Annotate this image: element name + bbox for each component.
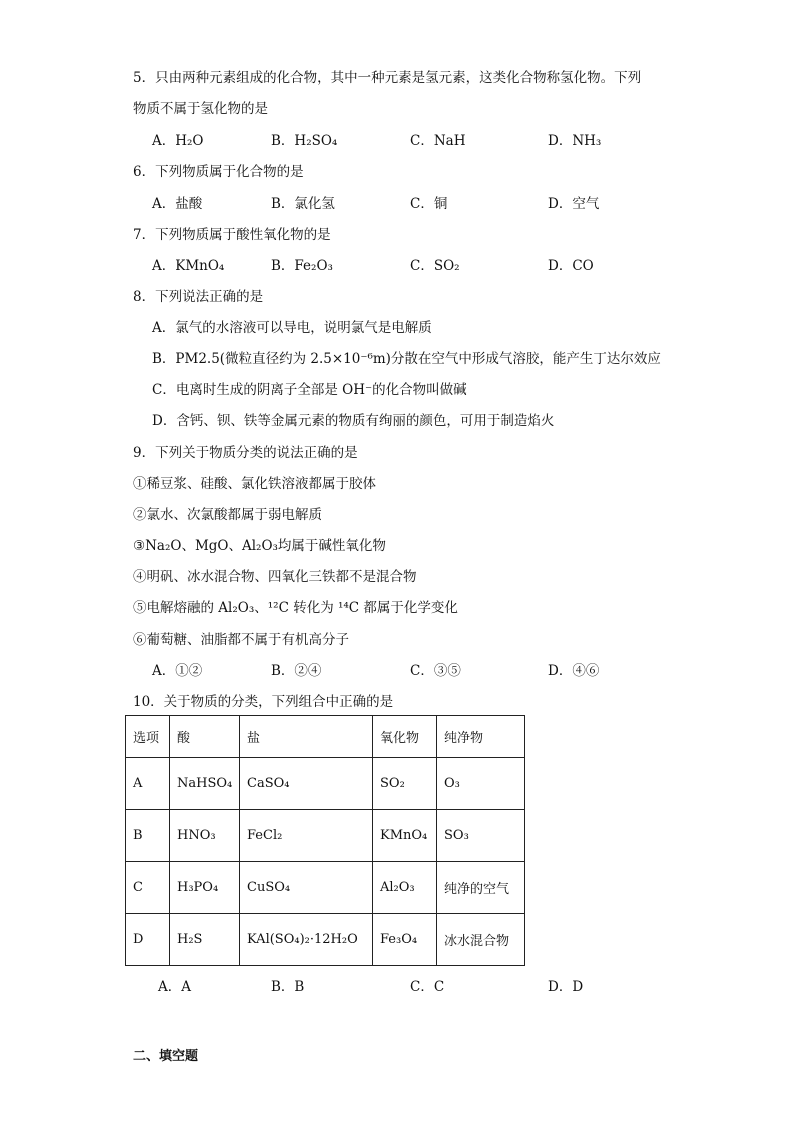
q8-option-b[interactable]: B．PM2.5(微粒直径约为 2.5×10⁻⁶m)分散在空气中形成气溶胶，能产生丁达尔效应: [152, 351, 661, 367]
classification-table: [125, 715, 525, 966]
table-row: [126, 862, 525, 914]
q10-option-d[interactable]: D．D: [548, 979, 584, 995]
section-heading: 二、填空题: [133, 1049, 199, 1064]
q5-option-a[interactable]: A．H₂O: [152, 133, 204, 149]
q7-option-d[interactable]: D．CO: [548, 258, 594, 274]
q9-statement-2: ②氯水、次氯酸都属于弱电解质: [133, 507, 322, 523]
q10-stem: 10．关于物质的分类，下列组合中正确的是: [133, 694, 394, 710]
q6-option-b[interactable]: B．氯化氢: [271, 196, 335, 212]
q8-option-a[interactable]: A．氯气的水溶液可以导电，说明氯气是电解质: [152, 320, 432, 336]
table-cell: B: [126, 810, 170, 862]
q9-option-d[interactable]: D．④⑥: [548, 663, 600, 679]
q5-option-d[interactable]: D．NH₃: [548, 133, 602, 149]
q6-option-c[interactable]: C．铜: [410, 196, 448, 212]
table-row: [126, 758, 525, 810]
table-cell: D: [126, 914, 170, 966]
q9-statement-5: ⑤电解熔融的 Al₂O₃、¹²C 转化为 ¹⁴C 都属于化学变化: [133, 600, 458, 616]
q10-option-b[interactable]: B．B: [271, 979, 305, 995]
table-cell: HNO₃: [170, 810, 240, 862]
q6-option-a[interactable]: A．盐酸: [152, 196, 203, 212]
q9-stem: 9．下列关于物质分类的说法正确的是: [133, 445, 358, 461]
q5-stem-line2: 物质不属于氢化物的是: [133, 101, 268, 117]
q7-stem: 7．下列物质属于酸性氧化物的是: [133, 227, 331, 243]
q10-option-a[interactable]: A．A: [158, 979, 191, 995]
table-cell: SO₃: [437, 810, 525, 862]
table-cell: A: [126, 758, 170, 810]
q5-stem-line1: 5．只由两种元素组成的化合物，其中一种元素是氢元素，这类化合物称氢化物。下列: [133, 70, 642, 86]
table-cell: H₂S: [170, 914, 240, 966]
table-cell: CuSO₄: [240, 862, 373, 914]
header-pure-substance: 纯净物: [437, 716, 525, 758]
q5-option-c[interactable]: C．NaH: [410, 133, 466, 149]
q9-option-a[interactable]: A．①②: [152, 663, 203, 679]
table-cell: FeCl₂: [240, 810, 373, 862]
table-cell: KAl(SO₄)₂·12H₂O: [240, 914, 373, 966]
header-oxide: 氧化物: [373, 716, 437, 758]
table-row: [126, 914, 525, 966]
table-cell: NaHSO₄: [170, 758, 240, 810]
q9-statement-1: ①稀豆浆、硅酸、氯化铁溶液都属于胶体: [133, 476, 376, 492]
q7-option-a[interactable]: A．KMnO₄: [152, 258, 225, 274]
q7-option-b[interactable]: B．Fe₂O₃: [271, 258, 333, 274]
q8-option-d[interactable]: D．含钙、钡、铁等金属元素的物质有绚丽的颜色，可用于制造焰火: [152, 413, 555, 429]
table-cell: C: [126, 862, 170, 914]
table-cell: SO₂: [373, 758, 437, 810]
q6-option-d[interactable]: D．空气: [548, 196, 600, 212]
table-cell: O₃: [437, 758, 525, 810]
header-option: 选项: [126, 716, 170, 758]
table-header-row: [126, 716, 525, 758]
table-cell: CaSO₄: [240, 758, 373, 810]
q10-option-c[interactable]: C．C: [410, 979, 445, 995]
q9-statement-6: ⑥葡萄糖、油脂都不属于有机高分子: [133, 632, 349, 648]
table-row: [126, 810, 525, 862]
table-cell: 冰水混合物: [437, 914, 525, 966]
q8-option-c[interactable]: C．电离时生成的阴离子全部是 OH⁻的化合物叫做碱: [152, 382, 467, 398]
q9-statement-4: ④明矾、冰水混合物、四氧化三铁都不是混合物: [133, 569, 417, 585]
q9-statement-3: ③Na₂O、MgO、Al₂O₃均属于碱性氧化物: [133, 538, 386, 554]
q9-option-c[interactable]: C．③⑤: [410, 663, 461, 679]
table-cell: Fe₃O₄: [373, 914, 437, 966]
header-acid: 酸: [170, 716, 240, 758]
q5-option-b[interactable]: B．H₂SO₄: [271, 133, 338, 149]
table-cell: 纯净的空气: [437, 862, 525, 914]
header-salt: 盐: [240, 716, 373, 758]
table-cell: KMnO₄: [373, 810, 437, 862]
q7-option-c[interactable]: C．SO₂: [410, 258, 460, 274]
q6-stem: 6．下列物质属于化合物的是: [133, 164, 304, 180]
q9-option-b[interactable]: B．②④: [271, 663, 322, 679]
table-cell: H₃PO₄: [170, 862, 240, 914]
table-cell: Al₂O₃: [373, 862, 437, 914]
q8-stem: 8．下列说法正确的是: [133, 289, 264, 305]
